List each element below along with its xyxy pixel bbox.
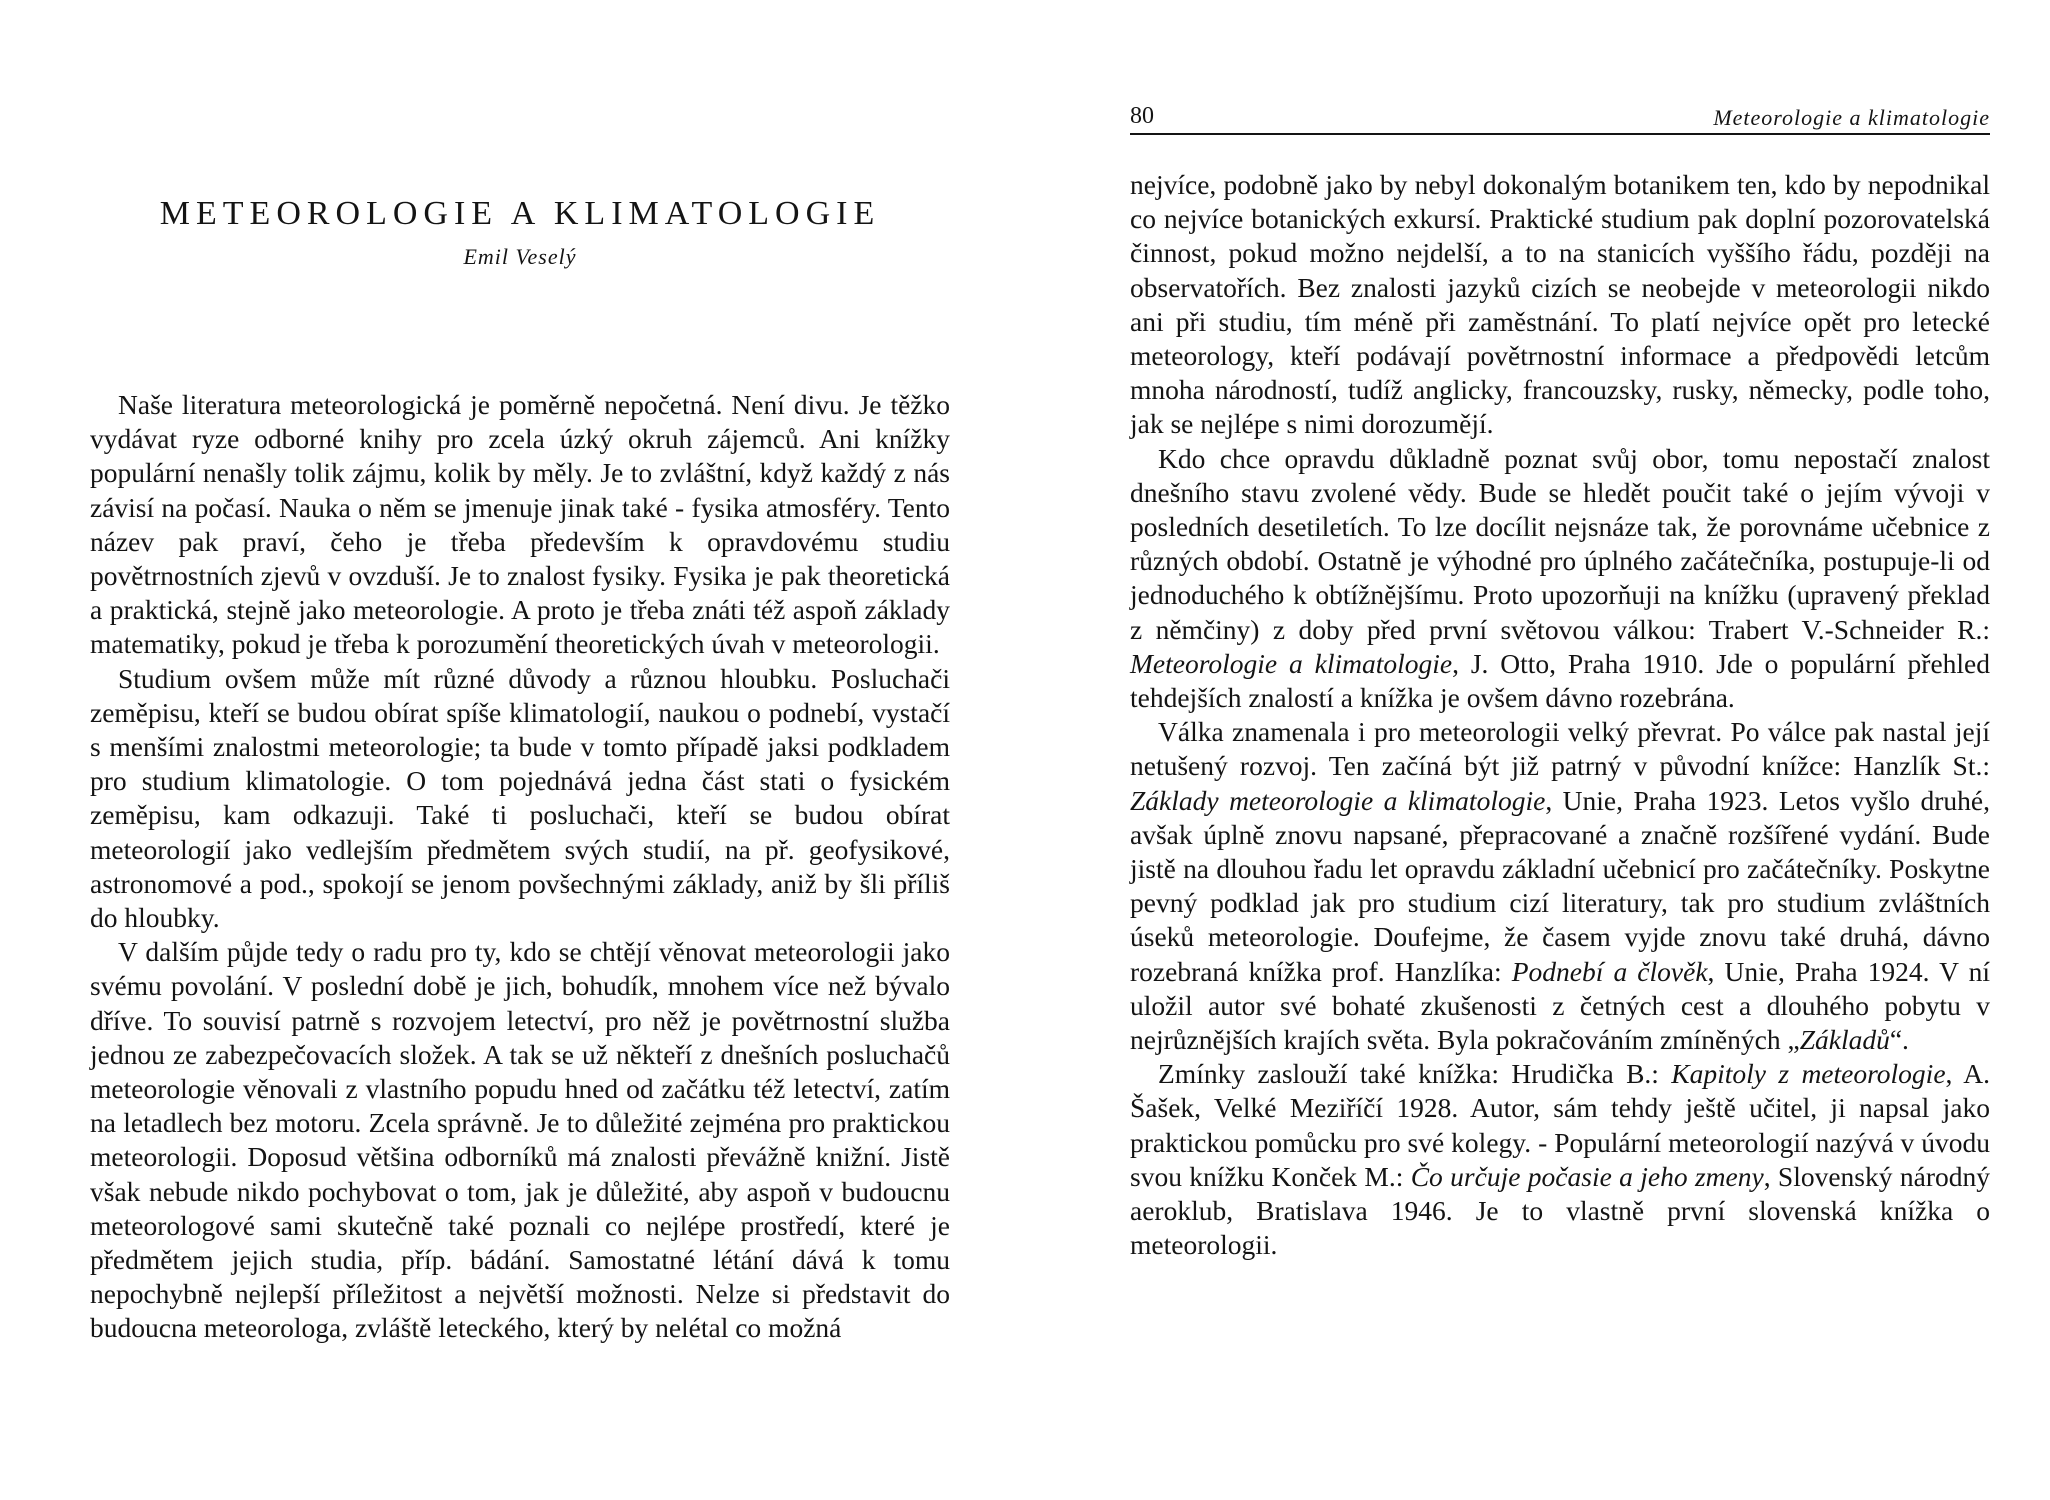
left-body-text bbox=[90, 388, 950, 1346]
right-body-text bbox=[1130, 168, 1990, 1263]
article-author: Emil Veselý bbox=[463, 244, 577, 269]
paragraph: Studium ovšem může mít různé důvody a různou hloubku. Posluchači zeměpisu, kteří se budou obírat spíše klimatologií, naukou o podnebí, vystačí s menšími znalostmi meteorologie; ta bude v tomto případě jaksi podkladem pro studium klimatologie. O tom pojednává jedna část stati o fysickém zeměpisu, kam odkazuji. Také ti posluchači, kteří se budou obírat meteorologií jako vedlejším předmětem svých studií, na př. geofysikové, astronomové a pod., spokojí se jenom povšechnými základy, aniž by šli příliš do hloubky. bbox=[90, 662, 950, 934]
paragraph-text: Zmínky zaslouží také knížka: Hrudička B.: bbox=[1158, 1058, 1672, 1090]
paragraph bbox=[1130, 715, 1990, 1057]
page-number: 80 bbox=[1130, 103, 1154, 129]
paragraph-text: , J. Otto, Praha 1910. Jde o populární přehled tehdejších znalostí a knížka je ovšem dávno rozebrána. bbox=[1130, 647, 1990, 714]
paragraph: Naše literatura meteorologická je poměrně nepočetná. Není divu. Je těžko vydávat ryze odborné knihy pro zcela úzký okruh zájemců. Ani knížky populární nenašly tolik zájmu, kolik by měly. Je to zvláštní, když každý z nás závisí na počasí. Nauka o něm se jmenuje jinak také - fysika atmosféry. Tento název pak praví, čeho je třeba především k opravdovému studiu povětrnostních zjevů v ovzduší. Je to znalost fysiky. Fysika je pak theoretická a praktická, stejně jako meteorologie. A proto je třeba znáti též aspoň základy matematiky, pokud je třeba k porozumění theoretických úvah v meteorologii. bbox=[90, 389, 950, 660]
book-title: Kapitoly z meteorologie bbox=[1671, 1058, 1946, 1090]
running-header bbox=[1130, 103, 1990, 135]
paragraph bbox=[1130, 1057, 1990, 1262]
book-title: Podnebí a člověk bbox=[1511, 955, 1708, 987]
running-title: Meteorologie a klimatologie bbox=[1713, 105, 1990, 130]
book-title: Základy meteorologie a klimatologie bbox=[1130, 784, 1546, 816]
paragraph: V dalším půjde tedy o radu pro ty, kdo se chtějí věnovat meteorologii jako svému povolání. V poslední době je jich, bohudík, mnohem více než bývalo dříve. To souvisí patrně s rozvojem letectví, pro něž je povětrnostní služba jednou ze zabezpečovacích složek. A tak se už někteří z dnešních posluchačů meteorologie věnovali z vlastního popudu hned od začátku též letectví, zatím na letadlech bez motoru. Zcela správně. Je to důležité zejména pro praktickou meteorologii. Doposud většina odborníků má znalosti převážně knižní. Jistě však nebude nikdo pochybovat o tom, jak je důležité, aby aspoň v budoucnu meteorologové sami skutečně také poznali co nejlépe prostředí, které je předmětem jejich studia, příp. bádání. Samostatné létání dává k tomu nepochybně nejlepší příležitost a největší možnosti. Nelze si představit do budoucna meteorologa, zvláště leteckého, který by nelétal co možná bbox=[90, 936, 950, 1344]
book-title: Meteorologie a klimatologie bbox=[1130, 647, 1453, 679]
paragraph-text: , A. Šašek, Velké Meziříčí 1928. Autor, sám tehdy ještě učitel, ji napsal jako praktickou pomůcku pro své kolegy. - Populární meteorologií nazývá v úvodu svou knížku Konček M.: bbox=[1130, 1058, 1990, 1192]
article-title: METEOROLOGIE A KLIMATOLOGIE bbox=[159, 195, 881, 232]
paragraph-text: , Slovenský národný aeroklub, Bratislava 1946. Je to vlastně první slovenská knížka o meteorologii. bbox=[1130, 1160, 1990, 1261]
paragraph-text: “. bbox=[1889, 1024, 1909, 1056]
book-title: Čo určuje počasie a jeho zmeny bbox=[1410, 1160, 1764, 1192]
paragraph-text: Kdo chce opravdu důkladně poznat svůj obor, tomu nepostačí znalost dnešního stavu zvolené vědy. Bude se hledět poučit také o jejím vývoji v posledních desetiletích. To lze docílit nejsnáze tak, že porovnáme učebnice z různých období. Ostatně je výhodné pro úplného začátečníka, postupuje-li od jednoduchého k obtížnějšímu. Proto upozorňuji na knížku (upravený překlad z němčiny) z doby před první světovou válkou: Trabert V.-Schneider R.: bbox=[1130, 442, 1990, 645]
paragraph-text: , Unie, Praha 1923. Letos vyšlo druhé, avšak úplně znovu napsané, přepracované a značně rozšířené vydání. Bude jistě na dlouhou řadu let opravdu základní učebnicí pro začátečníky. Poskytne pevný podklad jak pro studium cizí literatury, tak pro studium zvláštních úseků meteorologie. Doufejme, že časem vyjde znovu také druhá, dávno rozebraná knížka prof. Hanzlíka: bbox=[1130, 784, 1990, 987]
book-title: Základů bbox=[1799, 1024, 1890, 1056]
paragraph bbox=[1130, 168, 1990, 442]
paragraph-text: nejvíce, podobně jako by nebyl dokonalým botanikem ten, kdo by nepodnikal co nejvíce botanických exkursí. Praktické studium pak doplní pozorovatelská činnost, pokud možno nejdelší, a to na stanicích vyššího řádu, později na observatořích. Bez znalosti jazyků cizích se neobejde v meteorologii nikdo ani při studiu, tím méně při zaměstnání. To platí nejvíce opět pro letecké meteorology, kteří podávají povětrnostní informace a předpovědi letcům mnoha národností, tudíž anglicky, francouzsky, rusky, německy, podle toho, jak se nejlépe s nimi dorozumějí. bbox=[1130, 169, 1990, 440]
paragraph-text: Válka znamenala i pro meteorologii velký převrat. Po válce pak nastal její netušený rozvoj. Ten začíná být již patrný v původní knížce: Hanzlík St.: bbox=[1130, 716, 1990, 782]
paragraph bbox=[1130, 442, 1990, 716]
paragraph-text: , Unie, Praha 1924. V ní uložil autor své bohaté zkušenosti z četných cest a dlouhého pobytu v nejrůznějších krajích světa. Byla pokračováním zmíněných „ bbox=[1130, 955, 1991, 1056]
